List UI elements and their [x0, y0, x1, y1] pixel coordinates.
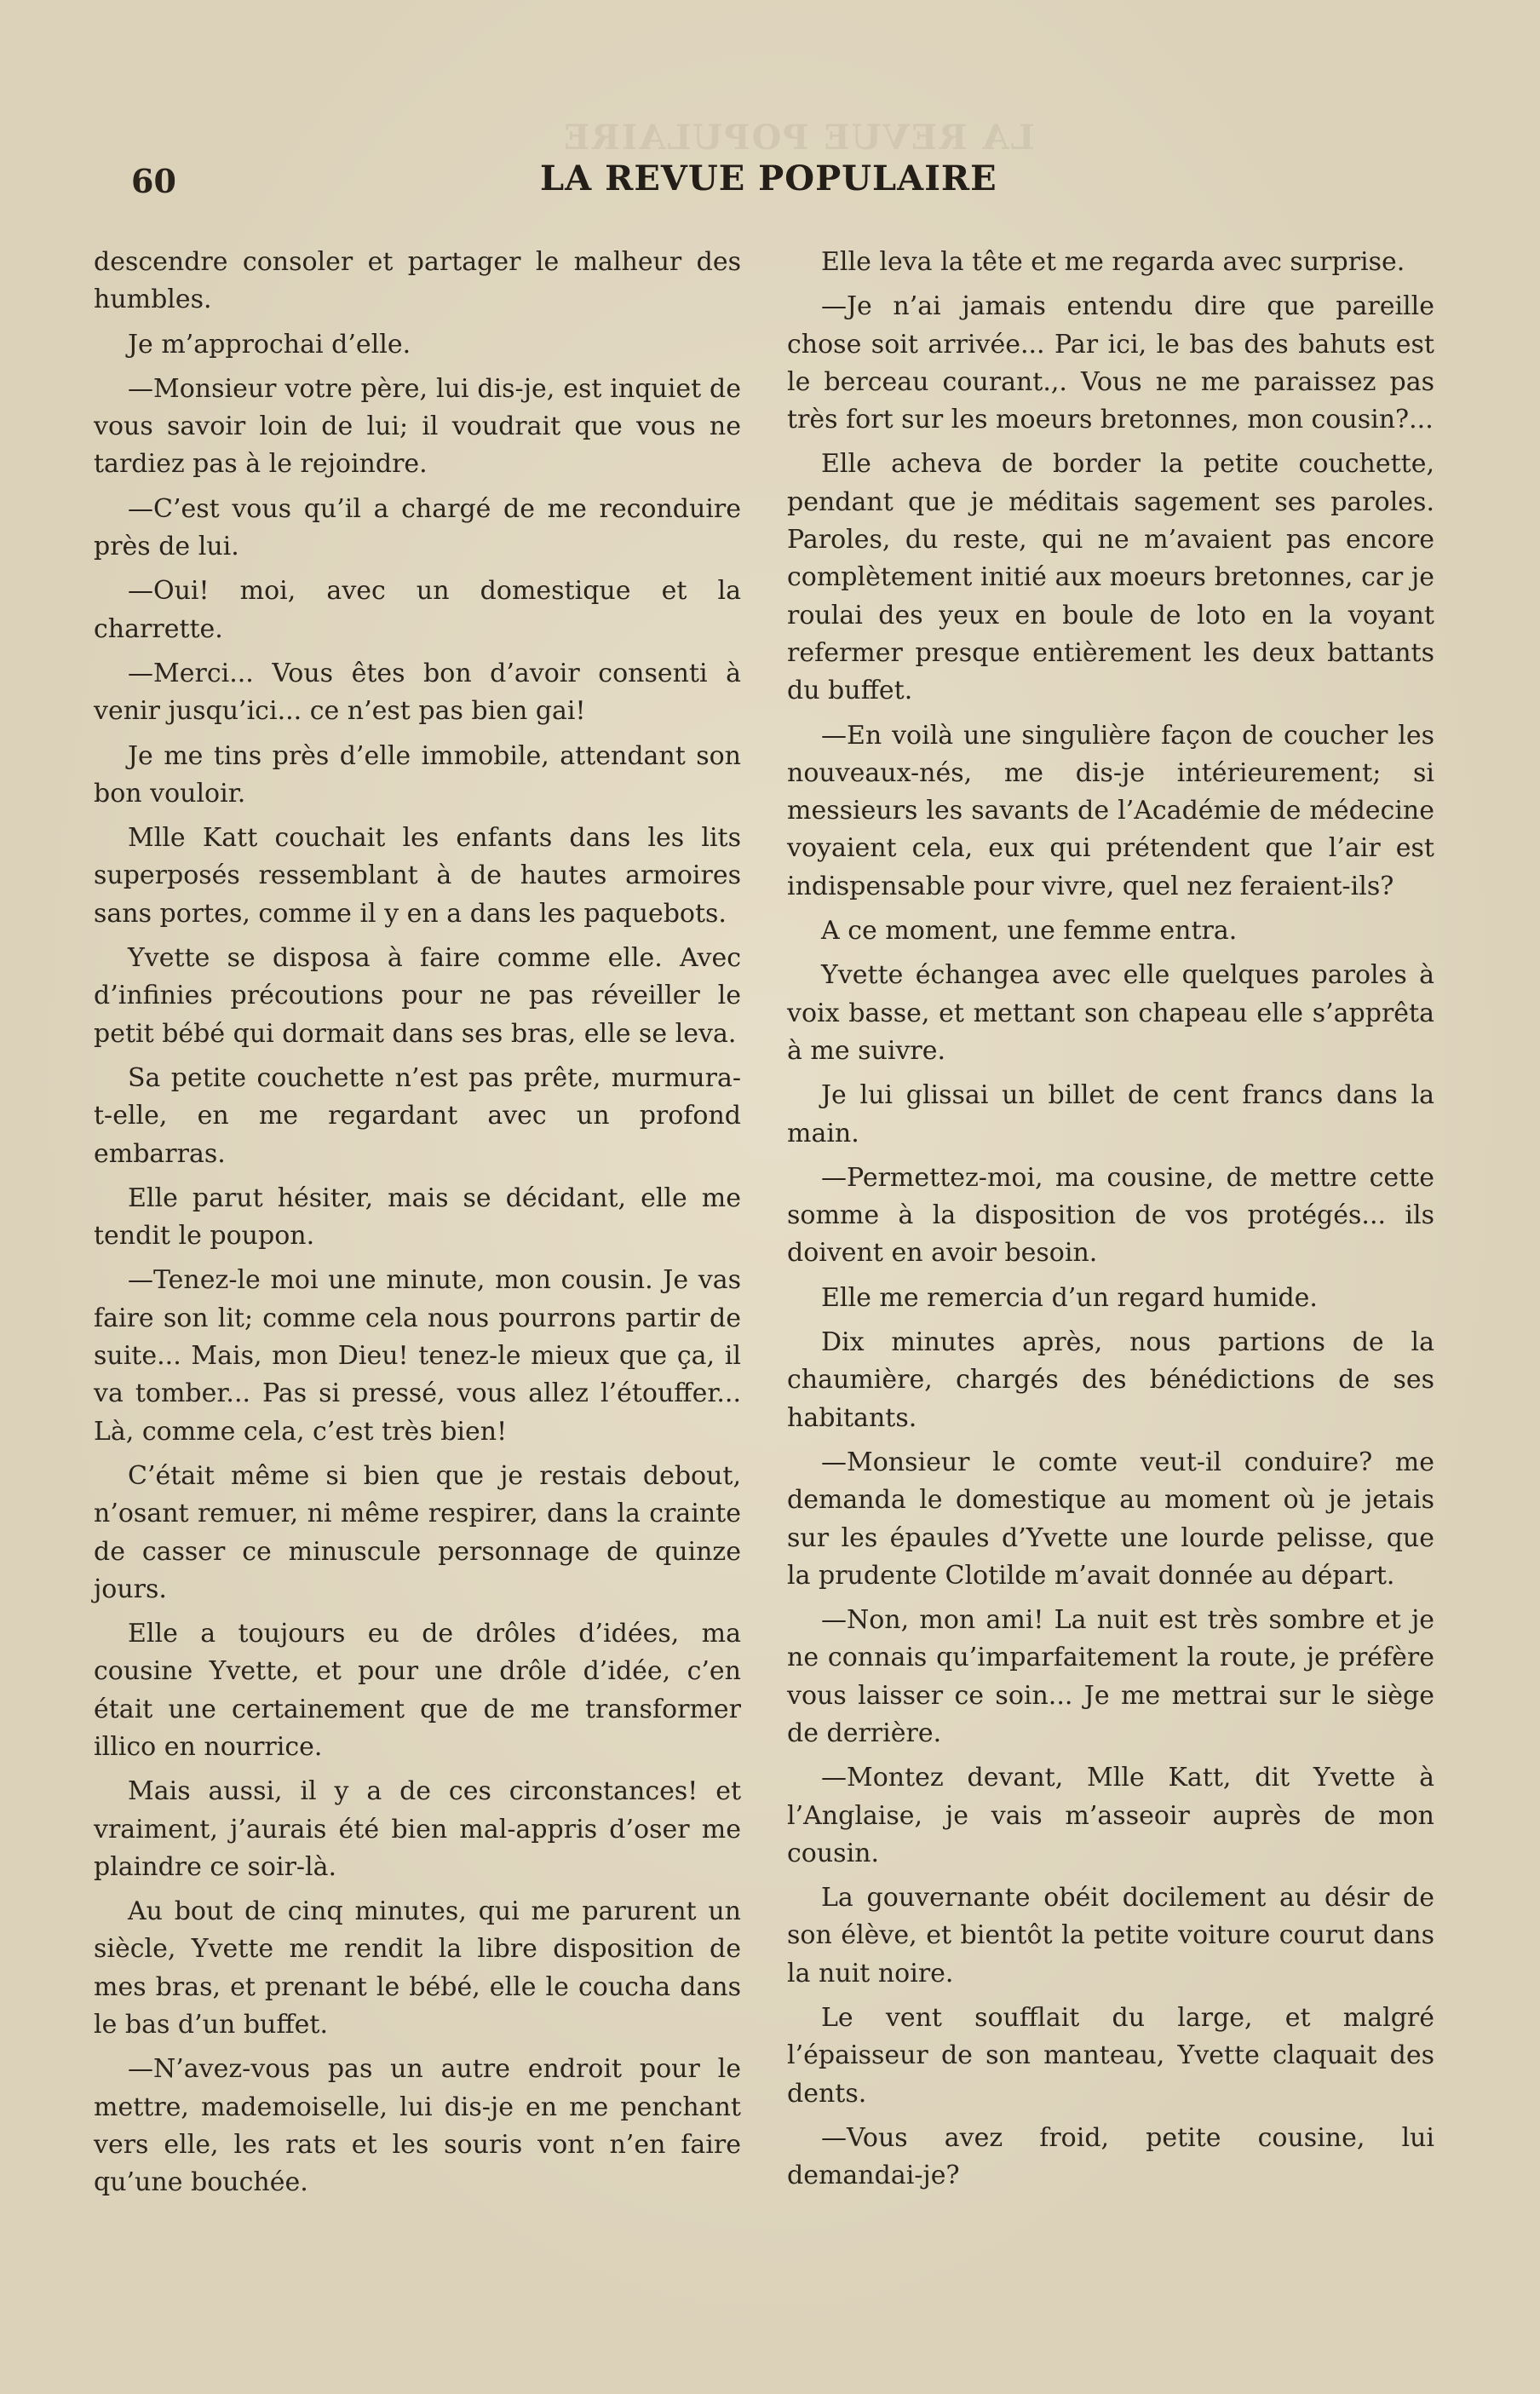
right-column	[787, 244, 1434, 2202]
paragraph: —Vous avez froid, petite cousine, lui demandai-je?	[787, 2122, 1434, 2191]
paragraph: Yvette échangea avec elle quelques paroles à voix basse, et mettant son chapeau elle s’apprêta à me suivre.	[787, 960, 1434, 1066]
paragraph: —N’avez-vous pas un autre endroit pour le mettre, mademoiselle, lui dis-je en me penchant vers elle, les rats et les souris vont n’en faire qu’une bouchée.	[94, 2054, 741, 2198]
paragraph: Dix minutes après, nous partions de la chaumière, chargés des bénédictions de ses habitants.	[787, 1327, 1434, 1433]
paragraph: La gouvernante obéit docilement au désir de son élève, et bientôt la petite voiture courut dans la nuit noire.	[787, 1883, 1434, 1988]
paragraph: Elle parut hésiter, mais se décidant, elle me tendit le poupon.	[94, 1183, 741, 1252]
paragraph: Elle me remercia d’un regard humide.	[821, 1282, 1318, 1313]
paragraph: descendre consoler et partager le malheur des humbles.	[94, 247, 741, 315]
paragraph: —Merci... Vous êtes bon d’avoir consenti à venir jusqu’ici... ce n’est pas bien gai!	[94, 658, 741, 727]
paragraph: Je lui glissai un billet de cent francs dans la main.	[787, 1080, 1434, 1148]
paragraph: Je me tins près d’elle immobile, attendant son bon vouloir.	[94, 740, 741, 809]
paragraph: Elle acheva de border la petite couchette, pendant que je méditais sagement ses paroles. Paroles, du reste, qui ne m’avaient pas encore complètement initié aux moeurs bretonnes, car je roulai des yeux en boule de loto en la voyant refermer presque entièrement les deux battants du buffet.	[787, 449, 1434, 706]
left-column	[94, 244, 741, 2209]
running-title: LA REVUE POPULAIRE	[540, 158, 997, 199]
paragraph: C’était même si bien que je restais debout, n’osant remuer, ni même respirer, dans la crainte de casser ce minuscule personnage de quinze jours.	[94, 1460, 741, 1604]
paragraph: —Oui! moi, avec un domestique et la charrette.	[94, 576, 741, 644]
paragraph: —Tenez-le moi une minute, mon cousin. Je vas faire son lit; comme cela nous pourrons partir de suite... Mais, mon Dieu! tenez-le mieux que ça, il va tomber... Pas si pressé, vous allez l’étouffer... Là, comme cela, c’est très bien!	[94, 1265, 741, 1447]
paragraph: Yvette se disposa à faire comme elle. Avec d’infinies précoutions pour ne pas réveiller le petit bébé qui dormait dans ses bras, elle se leva.	[94, 943, 741, 1049]
paragraph: —Non, mon ami! La nuit est très sombre et je ne connais qu’imparfaitement la route, je préfère vous laisser ce soin... Je me mettrai sur le siège de derrière.	[787, 1605, 1434, 1748]
paragraph: Je m’approchai d’elle.	[128, 329, 411, 360]
paragraph: —C’est vous qu’il a chargé de me reconduire près de lui.	[94, 493, 741, 562]
paragraph: Mlle Katt couchait les enfants dans les lits superposés ressemblant à de hautes armoires sans portes, comme il y en a dans les paquebots.	[94, 823, 741, 929]
paragraph: —Je n’ai jamais entendu dire que pareille chose soit arrivée... Par ici, le bas des bahuts est le berceau courant.,. Vous ne me paraissez pas très fort sur les moeurs bretonnes, mon cousin?...	[787, 291, 1434, 435]
paragraph: —Monsieur le comte veut-il conduire? me demanda le domestique au moment où je jetais sur les épaules d’Yvette une lourde pelisse, que la prudente Clotilde m’avait donnée au départ.	[787, 1447, 1434, 1591]
paragraph: Elle a toujours eu de drôles d’idées, ma cousine Yvette, et pour une drôle d’idée, c’en était une certainement que de me transformer illico en nourrice.	[94, 1619, 741, 1762]
paragraph: Au bout de cinq minutes, qui me parurent un siècle, Yvette me rendit la libre disposition de mes bras, et prenant le bébé, elle le coucha dans le bas d’un buffet.	[94, 1896, 741, 2040]
paragraph: Mais aussi, il y a de ces circonstances! et vraiment, j’aurais été bien mal-appris d’oser me plaindre ce soir-là.	[94, 1776, 741, 1882]
paragraph: —En voilà une singulière façon de coucher les nouveaux-nés, me dis-je intérieurement; si messieurs les savants de l’Académie de médecine voyaient cela, eux qui prétendent que l’air est indispensable pour vivre, quel nez feraient-ils?	[787, 720, 1434, 901]
paragraph: —Monsieur votre père, lui dis-je, est inquiet de vous savoir loin de lui; il voudrait que vous ne tardiez pas à le rejoindre.	[94, 373, 741, 480]
paragraph: —Permettez-moi, ma cousine, de mettre cette somme à la disposition de vos protégés... ils doivent en avoir besoin.	[787, 1162, 1434, 1269]
paragraph: Sa petite couchette n’est pas prête, murmura-t-elle, en me regardant avec un profond embarras.	[94, 1062, 741, 1169]
paragraph: Elle leva la tête et me regarda avec surprise.	[821, 247, 1405, 277]
paragraph: A ce moment, une femme entra.	[821, 916, 1238, 947]
bleed-through-text: LA REVUE POPULAIRE	[562, 118, 1035, 158]
page-number: 60	[131, 162, 176, 200]
page-header	[128, 158, 1412, 210]
paragraph: —Montez devant, Mlle Katt, dit Yvette à l’Anglaise, je vais m’asseoir auprès de mon cousin.	[787, 1763, 1434, 1868]
paragraph: Le vent soufflait du large, et malgré l’épaisseur de son manteau, Yvette claquait des dents.	[787, 2003, 1434, 2109]
